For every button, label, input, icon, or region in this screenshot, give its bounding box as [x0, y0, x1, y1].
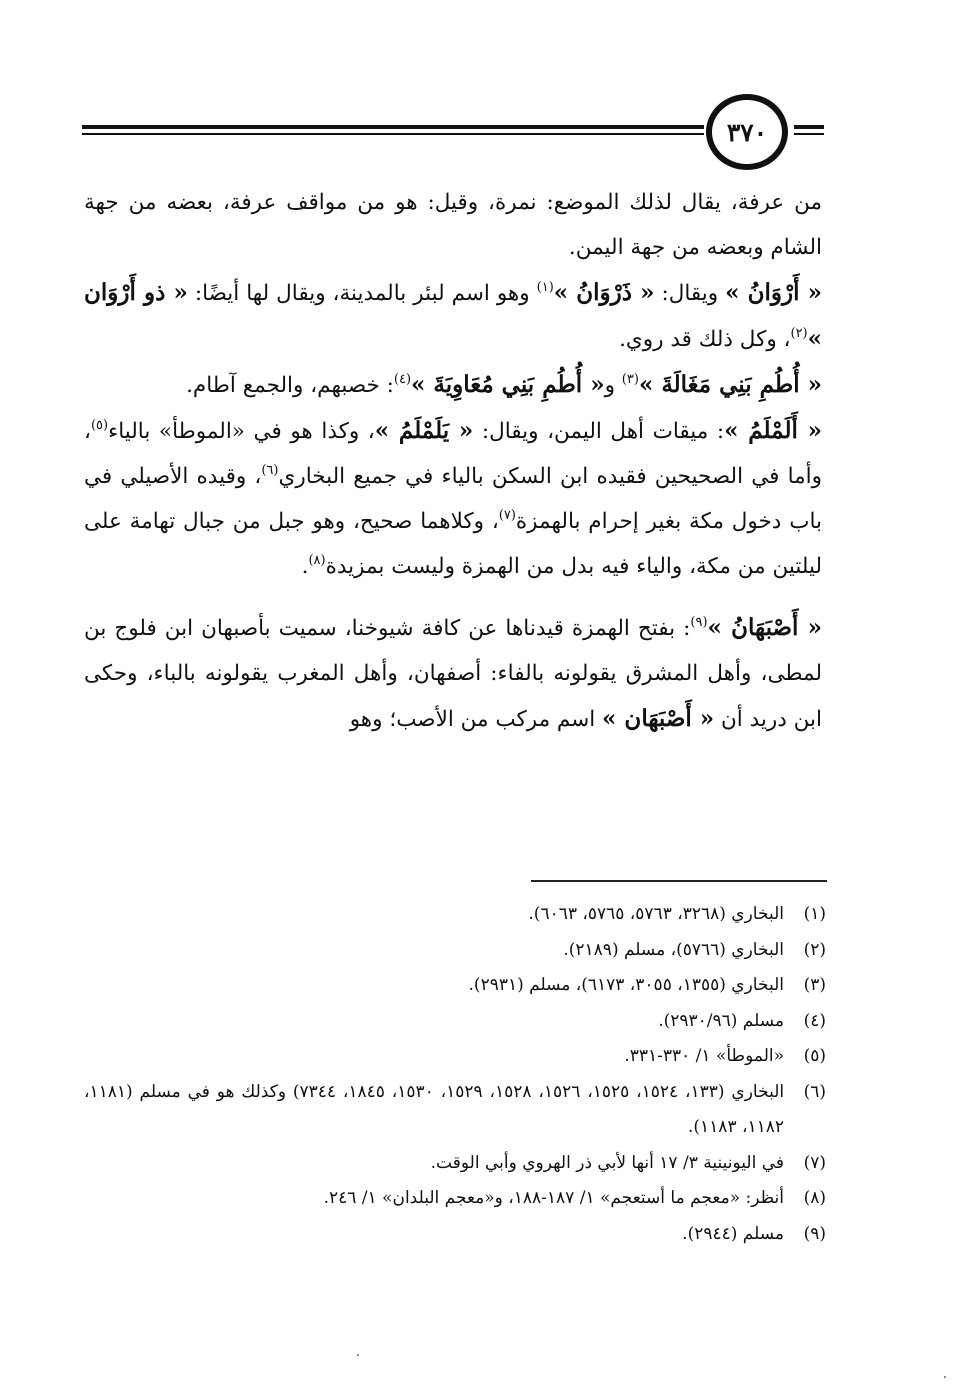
- footnote-item: [84, 1075, 826, 1146]
- header-rule-thin: [82, 133, 704, 135]
- text-run: ، وكلاهما صحيح، وهو جبل من جبال تهامة على ليلتين من مكة، والياء فيه بدل من الهمزة وليست بمزيدة: [84, 509, 822, 579]
- footnote-item: [84, 933, 826, 969]
- footnote-number: (٦): [803, 1081, 826, 1102]
- footnote-text: البخاري (١٣٥٥، ٣٠٥٥، ٦١٧٣)، مسلم (٢٩٣١).: [468, 975, 784, 995]
- footnote-text: أنظر: «معجم ما أستعجم» ١/ ١٨٧-١٨٨، و«معجم البلدان» ١/ ٢٤٦.: [323, 1188, 784, 1208]
- paragraph-2: [84, 270, 822, 362]
- paragraph-5: [84, 605, 822, 742]
- paragraph-1: من عرفة، يقال لذلك الموضع: نمرة، وقيل: هو من مواقف عرفة، بعضه من جهة الشام وبعضه من جهة اليمن.: [84, 190, 822, 260]
- footnote-ref[interactable]: (٣): [621, 372, 639, 387]
- text-run: ويقال:: [654, 281, 726, 306]
- footnote-number: (٢): [803, 939, 826, 960]
- text-run: ، وكذا هو في «الموطأ» بالياء: [108, 419, 375, 444]
- text-run: و: [604, 373, 622, 398]
- footnote-number: (٩): [803, 1223, 826, 1244]
- footnote-item: [84, 1146, 826, 1182]
- text-run: ، وأما في الصحيحين فقيده ابن السكن بالياء في جميع البخاري: [84, 419, 823, 489]
- footnote-text: «الموطأ» ١/ ٣٣٠-٣٣١.: [624, 1046, 784, 1066]
- entry-keyword: « أُطُمِ بَنِي مَغَالَةَ »: [638, 371, 822, 398]
- text-run: .: [301, 554, 309, 579]
- footnote-ref[interactable]: (٢): [790, 326, 808, 341]
- footnote-ref[interactable]: (٧): [498, 508, 516, 523]
- entry-keyword: « أَرْوَانُ »: [725, 279, 822, 306]
- footnote-item: [84, 968, 826, 1004]
- footnote-ref[interactable]: (٨): [308, 553, 326, 568]
- text-run: وهو اسم لبئر بالمدينة، ويقال لها أيضًا:: [187, 281, 537, 306]
- text-run: اسم مركب من الأصب؛ وهو: [349, 707, 603, 732]
- footnote-item: [84, 1181, 826, 1217]
- entry-keyword: « أُطُمِ بَنِي مُعَاوِيَةَ »: [411, 371, 605, 398]
- text-run: : خصبهم، والجمع آطام.: [186, 373, 394, 398]
- footnote-item: [84, 1039, 826, 1075]
- text-run: ، وكل ذلك قد روي.: [619, 327, 791, 352]
- footnote-number: (٤): [803, 1010, 826, 1031]
- footnote-text: البخاري (١٣٣، ١٥٢٤، ١٥٢٥، ١٥٢٦، ١٥٢٨، ١٥٢٩، ١٥٣٠، ١٨٤٥، ٧٣٤٤) وكذلك هو في مسلم (١١٨١، ١١٨٢، ١١٨٣).: [84, 1081, 785, 1137]
- footnote-text: مسلم (٢٩٤٤).: [682, 1223, 784, 1244]
- footnote-ref[interactable]: (٦): [261, 463, 279, 478]
- scan-speck: [944, 1376, 946, 1378]
- entry-keyword: « أَلَمْلَمُ »: [724, 417, 822, 444]
- page-header: [82, 92, 824, 172]
- scan-speck: [357, 1354, 359, 1356]
- footnote-ref[interactable]: (٥): [90, 418, 109, 433]
- footnote-number: (٥): [803, 1046, 826, 1066]
- footnote-text: البخاري (٣٢٦٨، ٥٧٦٣، ٥٧٦٥، ٦٠٦٣).: [528, 904, 784, 924]
- footnote-ref[interactable]: (١): [536, 280, 554, 295]
- footnote-separator: [531, 880, 827, 882]
- header-rule-right-thin: [794, 133, 824, 135]
- footnote-text: البخاري (٥٧٦٦)، مسلم (٢١٨٩).: [563, 939, 784, 960]
- page-number: ٣٧٠: [706, 94, 788, 170]
- footnote-text: مسلم (٢٩٣٠/٩٦).: [658, 1010, 784, 1031]
- text-run: : بفتح الهمزة قيدناها عن كافة شيوخنا، سميت بأصبهان ابن فلوج بن لمطى، وأهل المشرق يقولونه بالفاء: أصفهان، وأهل المغرب يقولونه بالباء، وحكى ابن دريد أن: [84, 616, 822, 732]
- header-rule-right-thick: [794, 125, 824, 129]
- footnote-item: [84, 1004, 826, 1040]
- main-text: [84, 180, 822, 742]
- header-rule-thick: [82, 125, 704, 129]
- text-run: ، وقيده الأصيلي في باب دخول مكة بغير إحرام بالهمزة: [84, 464, 822, 534]
- text-run: : ميقات أهل اليمن، ويقال:: [473, 419, 725, 444]
- footnote-item: [84, 897, 826, 933]
- footnote-number: (٨): [803, 1188, 826, 1208]
- footnote-number: (٧): [803, 1152, 826, 1173]
- footnotes: [84, 897, 826, 1252]
- footnote-number: (١): [803, 904, 826, 924]
- footnote-number: (٣): [803, 975, 826, 995]
- entry-keyword: « أَصْبَهَانُ »: [707, 614, 822, 641]
- paragraph-3: [84, 362, 822, 408]
- footnote-text: في اليونينية ٣/ ١٧ أنها لأبي ذر الهروي وأبي الوقت.: [430, 1152, 784, 1173]
- footnote-ref[interactable]: (٩): [690, 615, 708, 630]
- entry-keyword: « ذَرْوَانُ »: [553, 279, 655, 306]
- footnote-item: [84, 1217, 826, 1253]
- entry-keyword: « يَلَمْلَمُ »: [374, 417, 474, 444]
- paragraph-4: [84, 408, 822, 589]
- entry-keyword: « أَصْبَهَان »: [602, 705, 715, 732]
- entry-keyword: « ذو أَرْوَان »: [84, 279, 822, 352]
- footnote-ref[interactable]: (٤): [393, 372, 412, 387]
